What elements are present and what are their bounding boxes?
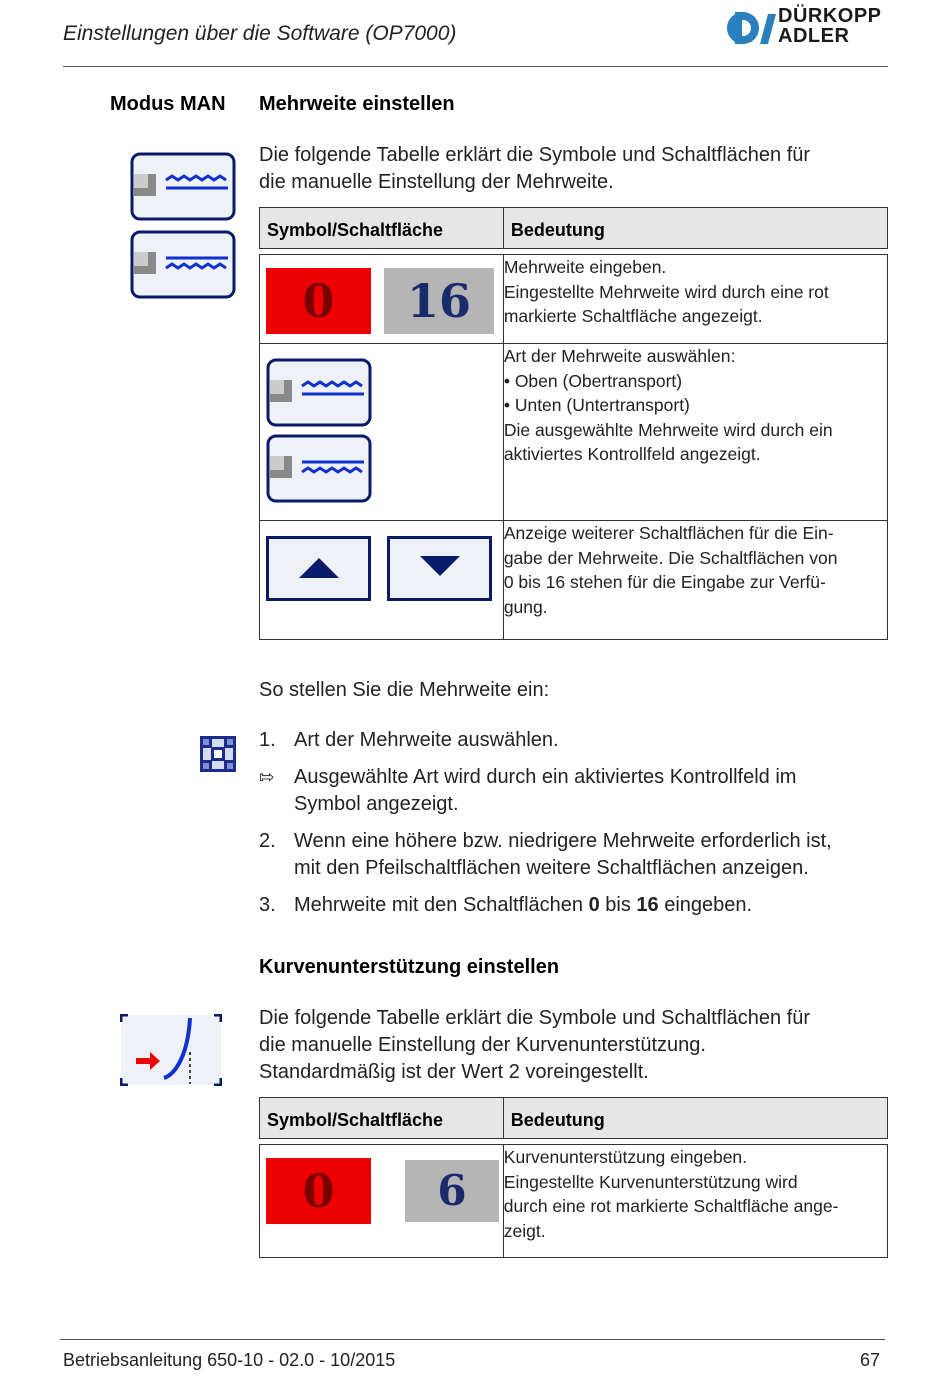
section1-intro — [259, 142, 810, 196]
desc-line: Eingestellte Mehrweite wird durch eine rot — [503, 281, 829, 302]
step-2 — [259, 828, 889, 882]
logo-text — [778, 6, 882, 46]
arrow-down-button[interactable] — [387, 536, 493, 602]
desc-line: Die ausgewählte Mehrweite wird durch ein — [503, 419, 833, 440]
header-title: Einstellungen über die Software (OP7000) — [63, 22, 457, 45]
step-text: Art der Mehrweite auswählen. — [294, 729, 559, 751]
kurven-table — [259, 1097, 888, 1258]
curve-support-icon — [120, 1014, 222, 1086]
step-1 — [259, 727, 889, 754]
footer-page-number: 67 — [860, 1350, 881, 1370]
table-header-symbol: Symbol/Schaltfläche — [260, 208, 504, 249]
desc-line: durch eine rot markierte Schaltfläche ange- — [503, 1196, 839, 1216]
table-cell-symbol — [260, 521, 504, 640]
instruction-intro: So stellen Sie die Mehrweite ein: — [259, 679, 550, 701]
step-text-part: eingeben. — [658, 894, 753, 916]
side-label-modus-man: Modus MAN — [110, 93, 226, 115]
intro-line: Die folgende Tabelle erklärt die Symbole und Schaltflächen für — [259, 1007, 811, 1029]
step-text-part: bis — [599, 894, 637, 916]
desc-bullet-oben: • Oben (Obertransport) — [503, 370, 683, 391]
table-header-bedeutung: Bedeutung — [503, 1098, 887, 1139]
desc-line: markierte Schaltfläche angezeigt. — [503, 306, 763, 326]
logo-line-1: DÜRKOPP — [778, 5, 882, 27]
logo-line-2: ADLER — [778, 25, 850, 47]
desc-line: Kurvenunterstützung eingeben. — [503, 1147, 748, 1167]
curve-value-0-button[interactable]: 0 — [266, 1158, 371, 1224]
intro-line: Die folgende Tabelle erklärt die Symbole und Schaltflächen für — [259, 144, 811, 166]
desc-line: zeigt. — [503, 1220, 546, 1241]
table-cell-symbol — [260, 1145, 504, 1258]
value-0-button[interactable]: 0 — [266, 268, 371, 334]
step-result — [259, 764, 889, 818]
desc-line: Mehrweite eingeben. — [503, 257, 667, 277]
intro-line: die manuelle Einstellung der Kurvenunterstützung. — [259, 1034, 706, 1056]
section-heading-kurven: Kurvenunterstützung einstellen — [259, 956, 560, 978]
step-text — [294, 828, 832, 882]
desc-line: 0 bis 16 stehen für die Eingabe zur Verfü- — [503, 572, 826, 592]
step-number: 1. — [259, 729, 276, 751]
menu-keypad-icon — [200, 736, 236, 772]
table-cell-symbol — [260, 344, 504, 521]
footer-divider — [60, 1339, 885, 1340]
feed-bottom-button-icon — [130, 230, 236, 300]
desc-line: Eingestellte Kurvenunterstützung wird — [503, 1171, 798, 1192]
section2-intro — [259, 1005, 810, 1086]
desc-line: Art der Mehrweite auswählen: — [503, 346, 736, 366]
table-cell-desc — [503, 344, 887, 521]
step-line: mit den Pfeilschaltflächen weitere Schaltflächen anzeigen. — [294, 857, 809, 879]
value-16-button[interactable]: 16 — [384, 268, 494, 334]
curve-value-6-button[interactable]: 6 — [405, 1160, 499, 1222]
footer-doc-reference: Betriebsanleitung 650-10 - 02.0 - 10/2015 — [63, 1350, 396, 1370]
step-number: 3. — [259, 894, 276, 916]
intro-line: Standardmäßig ist der Wert 2 voreingestellt. — [259, 1061, 649, 1083]
table-cell-desc — [503, 1145, 887, 1258]
step-text — [294, 892, 752, 919]
step-number: 2. — [259, 830, 276, 852]
feed-top-button-icon — [130, 152, 236, 222]
table-cell-symbol — [260, 255, 504, 344]
step-bold-value: 0 — [588, 894, 600, 916]
feed-bottom-button[interactable] — [266, 434, 372, 504]
desc-line: gabe der Mehrweite. Die Schaltflächen von — [503, 547, 838, 568]
desc-bullet-unten: • Unten (Untertransport) — [503, 395, 690, 415]
step-line: Symbol angezeigt. — [294, 793, 459, 815]
step-bold-value: 16 — [636, 894, 659, 916]
section-heading-mehrweite: Mehrweite einstellen — [259, 93, 455, 115]
step-line: Wenn eine höhere bzw. niedrigere Mehrweite erforderlich ist, — [294, 830, 832, 852]
step-text-part: Mehrweite mit den Schaltflächen — [294, 894, 589, 916]
step-3 — [259, 892, 889, 919]
mehrweite-table — [259, 207, 888, 640]
desc-line: aktiviertes Kontrollfeld angezeigt. — [503, 444, 761, 464]
feed-top-button[interactable] — [266, 358, 372, 428]
table-cell-desc — [503, 521, 887, 640]
step-line: Ausgewählte Art wird durch ein aktiviertes Kontrollfeld im — [294, 766, 797, 788]
header-divider — [63, 66, 888, 67]
table-header-symbol: Symbol/Schaltfläche — [260, 1098, 504, 1139]
desc-line: gung. — [503, 596, 548, 617]
table-header-bedeutung: Bedeutung — [503, 208, 887, 249]
result-arrow-icon: ⇰ — [259, 767, 275, 788]
desc-line: Anzeige weiterer Schaltflächen für die Ein- — [503, 523, 834, 543]
step-text — [294, 764, 796, 818]
arrow-up-button[interactable] — [266, 536, 372, 602]
intro-line: die manuelle Einstellung der Mehrweite. — [259, 171, 614, 193]
table-cell-desc — [503, 255, 887, 344]
